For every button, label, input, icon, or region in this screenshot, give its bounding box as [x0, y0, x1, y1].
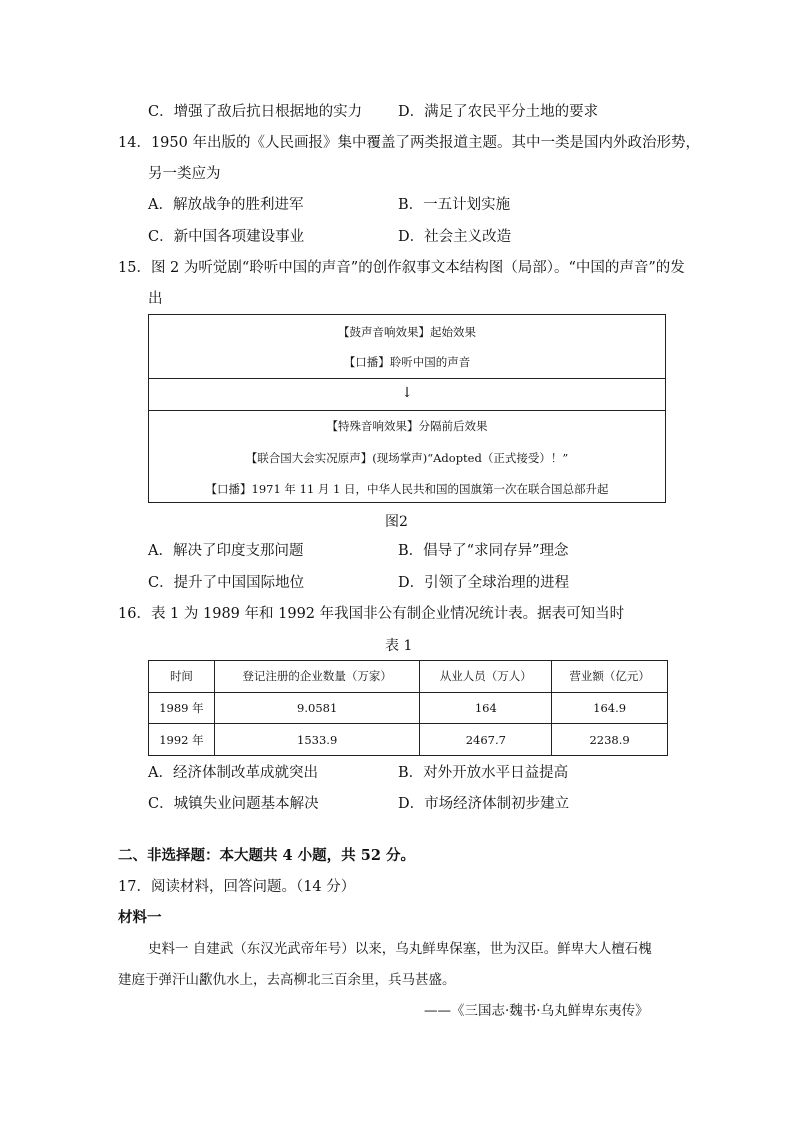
- q14-stem-line1: 14．1950 年出版的《人民画报》集中覆盖了两类报道主题。其中一类是国内外政治形势，: [118, 135, 700, 151]
- q14-option-c: C．新中国各项建设事业: [148, 229, 305, 245]
- table-cell: 9.0581: [214, 692, 420, 724]
- diagram-divider: [149, 410, 665, 411]
- q14-option-d: D．社会主义改造: [398, 229, 512, 245]
- table-cell: 1992 年: [149, 724, 215, 756]
- diagram-line-broadcast-1971: 【口播】1971 年 11 月 1 日，中华人民共和国的国旗第一次在联合国总部升起: [205, 482, 609, 496]
- table-cell: 1533.9: [214, 724, 420, 756]
- diagram-divider: [149, 378, 665, 379]
- table-header-cell: 登记注册的企业数量（万家）: [214, 661, 420, 693]
- table1-caption: 表 1: [385, 638, 413, 654]
- table-header-cell: 营业额（亿元）: [552, 661, 668, 693]
- table-cell: 164: [420, 692, 552, 724]
- diagram-line-broadcast-intro: 【口播】聆听中国的声音: [343, 355, 471, 369]
- q14-option-a: A．解放战争的胜利进军: [148, 197, 304, 213]
- q14-option-b: B．一五计划实施: [398, 197, 511, 213]
- q16-option-c: C．城镇失业问题基本解决: [148, 796, 319, 812]
- q15-option-a: A．解决了印度支那问题: [148, 543, 304, 559]
- q14-stem-line2: 另一类应为: [148, 166, 221, 182]
- section2-heading: 二、非选择题：本大题共 4 小题，共 52 分。: [118, 847, 415, 864]
- q13-option-d: D．满足了农民平分土地的要求: [398, 104, 599, 120]
- q17-material-para1: 史料一 自建武（东汉光武帝年号）以来，乌丸鲜卑保塞，世为汉臣。鲜卑大人檀石槐: [148, 941, 652, 957]
- table-cell: 1989 年: [149, 692, 215, 724]
- table-header-cell: 从业人员（万人）: [420, 661, 552, 693]
- q17-material-para2: 建庭于弹汗山歠仇水上，去高柳北三百余里，兵马甚盛。: [118, 972, 456, 988]
- table-cell: 2467.7: [420, 724, 552, 756]
- q17-material-source: ——《三国志·魏书·乌丸鲜卑东夷传》: [424, 1003, 649, 1019]
- table-row: [149, 692, 668, 724]
- diagram-line-drum-effect: 【鼓声音响效果】起始效果: [338, 325, 476, 339]
- table-cell: 2238.9: [552, 724, 668, 756]
- q15-stem-line2: 出: [148, 291, 163, 307]
- table-row: [149, 724, 668, 756]
- q15-option-b: B．倡导了“求同存异”理念: [398, 543, 569, 559]
- q16-option-b: B．对外开放水平日益提高: [398, 765, 569, 781]
- diagram-line-un-recording: 【联合国大会实况原声】(现场掌声)“Adopted（正式接受）！”: [245, 451, 569, 465]
- q13-option-c: C．增强了敌后抗日根据地的实力: [148, 104, 363, 120]
- table-header-row: [149, 661, 668, 693]
- arrow-down-icon: ↓: [401, 385, 413, 401]
- q16-stem: 16．表 1 为 1989 年和 1992 年我国非公有制企业情况统计表。据表可知当时: [118, 606, 625, 622]
- q17-stem: 17．阅读材料，回答问题。（14 分）: [118, 879, 356, 895]
- table1-enterprise-stats: [148, 660, 668, 756]
- table-cell: 164.9: [552, 692, 668, 724]
- table-header-cell: 时间: [149, 661, 215, 693]
- diagram-line-special-effect: 【特殊音响效果】分隔前后效果: [326, 419, 488, 433]
- figure2-structure-diagram: [148, 314, 666, 503]
- figure2-caption: 图2: [385, 514, 408, 530]
- q16-option-a: A．经济体制改革成就突出: [148, 765, 318, 781]
- q15-option-d: D．引领了全球治理的进程: [398, 575, 570, 591]
- q16-option-d: D．市场经济体制初步建立: [398, 796, 570, 812]
- q17-material-label: 材料一: [118, 909, 162, 926]
- q15-stem-line1: 15．图 2 为听觉剧“聆听中国的声音”的创作叙事文本结构图（局部）。“中国的声音”的发: [118, 260, 685, 276]
- q15-option-c: C．提升了中国国际地位: [148, 575, 305, 591]
